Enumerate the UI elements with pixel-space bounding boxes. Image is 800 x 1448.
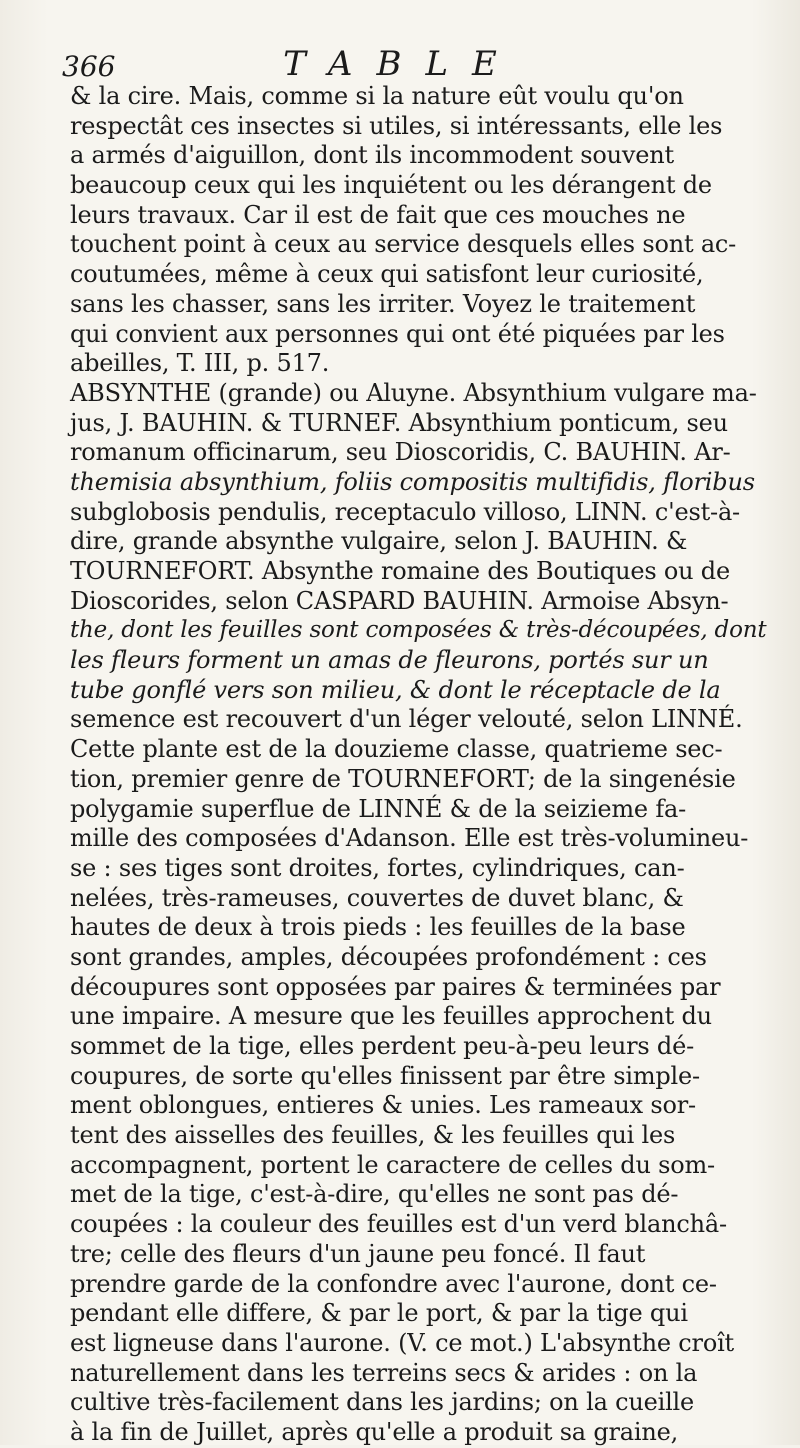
text-line: Dioscorides, selon CASPARD BAUHIN. Armoise Absyn-: [70, 586, 729, 615]
text-line: cultive très-facilement dans les jardins; on la cueille: [70, 1388, 695, 1417]
page-number: 366: [62, 50, 116, 83]
text-line: abeilles, T. III, p. 517.: [70, 349, 330, 378]
text-line: romanum officinarum, seu Dioscoridis, C. BAUHIN. Ar-: [70, 438, 731, 467]
text-line: beaucoup ceux qui les inquiétent ou les dérangent de: [70, 171, 712, 200]
text-line: est ligneuse dans l'aurone. (V. ce mot.) L'absynthe croît: [70, 1328, 734, 1357]
text-line: ABSYNTHE (grande) ou Aluyne. Absynthium vulgare ma-: [70, 378, 757, 407]
text-line: semence est recouvert d'un léger velouté, selon LINNÉ.: [70, 705, 743, 734]
text-line: sommet de la tige, elles perdent peu-à-peu leurs dé-: [70, 1032, 694, 1060]
text-line: coupures, de sorte qu'elles finissent par être simple-: [70, 1061, 700, 1090]
text-line: dire, grande absynthe vulgaire, selon J. BAUHIN. &: [70, 527, 688, 556]
text-line: hautes de deux à trois pieds : les feuilles de la base: [70, 913, 686, 942]
text-line: coutumées, même à ceux qui satisfont leur curiosité,: [70, 260, 704, 289]
text-line: ment oblongues, entieres & unies. Les rameaux sor-: [70, 1091, 696, 1120]
text-line: tre; celle des fleurs d'un jaune peu foncé. Il faut: [70, 1239, 646, 1268]
text-line: à la fin de Juillet, après qu'elle a produit sa graine,: [70, 1417, 679, 1446]
text-line: themisia absynthium, foliis compositis multifidis, floribus: [70, 467, 755, 496]
text-line: TOURNEFORT. Absynthe romaine des Boutiques ou de: [70, 557, 730, 585]
body-text: [70, 82, 770, 1448]
text-line: polygamie superflue de LINNÉ & de la seizieme fa-: [70, 794, 687, 823]
text-line: tube gonflé vers son milieu, & dont le réceptacle de la: [70, 675, 721, 704]
text-line: respectât ces insectes si utiles, si intéressants, elle les: [70, 111, 723, 140]
page-title: TABLE: [283, 44, 521, 84]
text-line: sans les chasser, sans les irriter. Voyez le traitement: [70, 289, 696, 318]
text-line: prendre garde de la confondre avec l'aurone, dont ce-: [70, 1269, 717, 1298]
text-line: sont grandes, amples, découpées profondément : ces: [70, 942, 707, 971]
text-line: tent des aisselles des feuilles, & les feuilles qui les: [70, 1121, 676, 1150]
text-line: pendant elle differe, & par le port, & par la tige qui: [70, 1299, 688, 1328]
text-line: met de la tige, c'est-à-dire, qu'elles ne sont pas dé-: [70, 1180, 679, 1209]
text-line: jus, J. BAUHIN. & TURNEF. Absynthium ponticum, seu: [70, 408, 728, 437]
text-line: naturellement dans les terreins secs & arides : on la: [70, 1358, 698, 1387]
text-line: the, dont les feuilles sont composées & très-découpées, dont: [70, 617, 767, 644]
text-line: une impaire. A mesure que les feuilles approchent du: [70, 1002, 712, 1031]
text-line: tion, premier genre de TOURNEFORT; de la singenésie: [70, 764, 736, 793]
text-line: a armés d'aiguillon, dont ils incommodent souvent: [70, 141, 674, 170]
text-line: se : ses tiges sont droites, fortes, cylindriques, can-: [70, 853, 685, 882]
text-line: mille des composées d'Adanson. Elle est très-volumineu-: [70, 824, 749, 853]
text-line: subglobosis pendulis, receptaculo villoso, LINN. c'est-à-: [70, 497, 740, 526]
text-line: touchent point à ceux au service desquels elles sont ac-: [70, 230, 737, 259]
text-line: découpures sont opposées par paires & terminées par: [70, 972, 721, 1001]
text-line: coupées : la couleur des feuilles est d'un verd blanchâ-: [70, 1210, 727, 1239]
text-line: accompagnent, portent le caractere de celles du som-: [70, 1150, 715, 1179]
text-line: les fleurs forment un amas de fleurons, portés sur un: [70, 646, 709, 675]
text-line: Cette plante est de la douzieme classe, quatrieme sec-: [70, 735, 723, 764]
text-line: & la cire. Mais, comme si la nature eût voulu qu'on: [70, 82, 684, 110]
text-line: nelées, très-rameuses, couvertes de duvet blanc, &: [70, 883, 684, 912]
text-line: leurs travaux. Car il est de fait que ces mouches ne: [70, 200, 686, 229]
text-line: qui convient aux personnes qui ont été piquées par les: [70, 319, 725, 348]
